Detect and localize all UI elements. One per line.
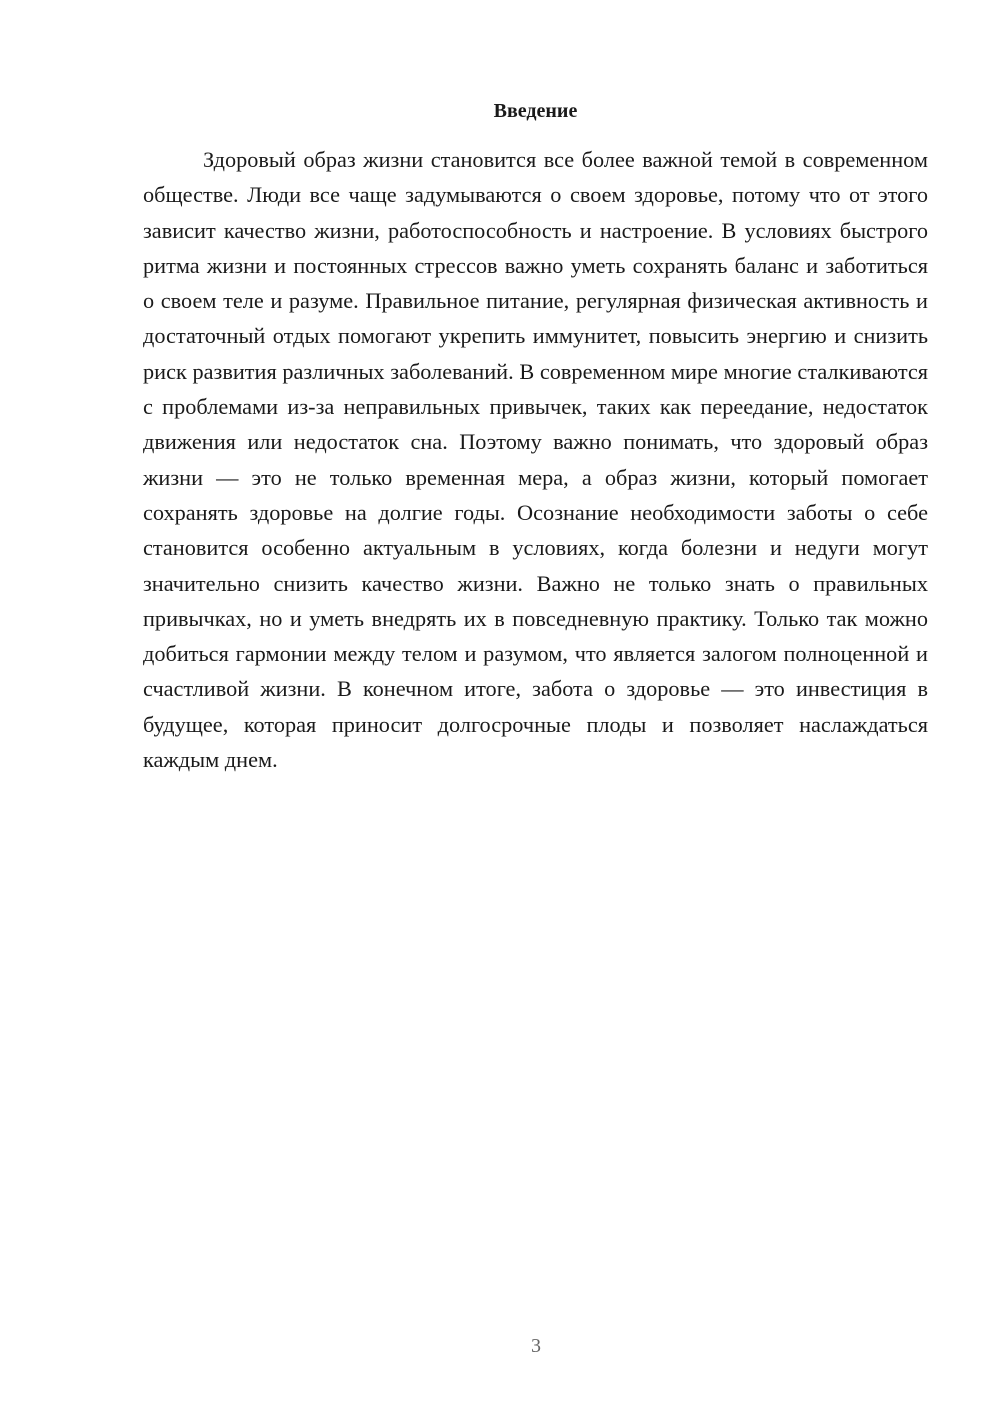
intro-paragraph: Здоровый образ жизни становится все более важной темой в современном обществе. Люди все чаще задумываются о своем здоровье, потому что от этого зависит качество жизни, работоспособность и настроение. В условиях быстрого ритма жизни и постоянных стрессов важно уметь сохранять баланс и заботиться о своем теле и разуме. Правильное питание, регулярная физическая активность и достаточный отдых помогают укрепить иммунитет, повысить энергию и снизить риск развития различных заболеваний. В современном мире многие сталкиваются с проблемами из-за неправильных привычек, таких как переедание, недостаток движения или недостаток сна. Поэтому важно понимать, что здоровый образ жизни — это не только временная мера, а образ жизни, который помогает сохранять здоровье на долгие годы. Осознание необходимости заботы о себе становится особенно актуальным в условиях, когда болезни и недуги могут значительно снизить качество жизни. Важно не только знать о правильных привычках, но и уметь внедрять их в повседневную практику. Только так можно добиться гармонии между телом и разумом, что является залогом полноценной и счастливой жизни. В конечном итоге, забота о здоровье — это инвестиция в будущее, которая приносит долгосрочные плоды и позволяет наслаждаться каждым днем.	[143, 147, 928, 773]
page-number: 3	[531, 1335, 541, 1357]
section-heading: Введение	[493, 100, 578, 122]
